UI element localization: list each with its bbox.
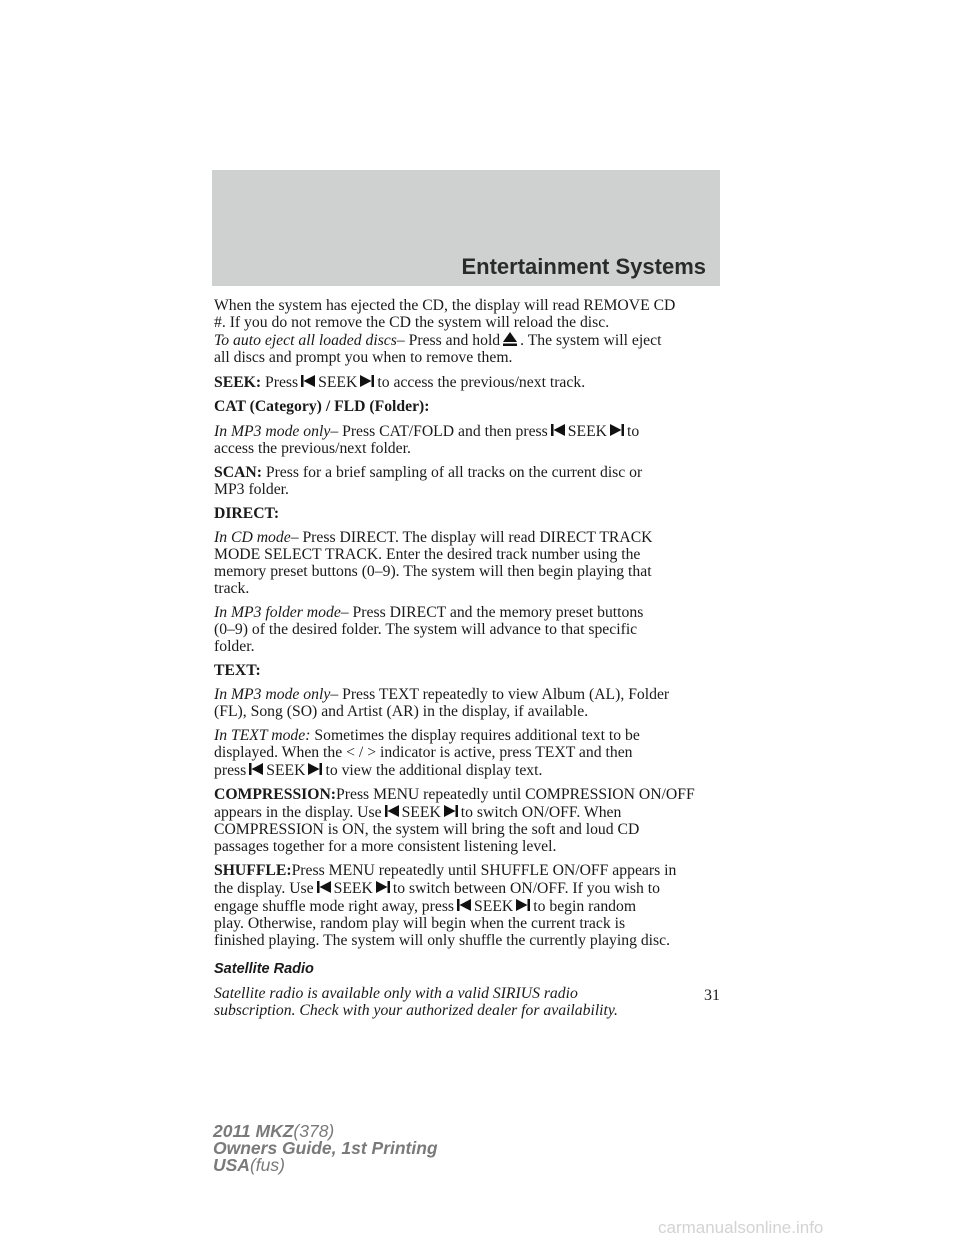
seek-previous-icon: [456, 897, 472, 913]
seek-label: SEEK:: [214, 374, 262, 391]
compression-text: appears in the display. Use: [214, 804, 382, 821]
eject-icon: [502, 331, 518, 347]
text-mode-text: Sometimes the display requires additional text to be: [310, 727, 640, 744]
cat-paragraph: [214, 422, 720, 457]
text-heading: TEXT:: [214, 662, 261, 679]
shuffle-line: play. Otherwise, random play will begin when the current track is: [214, 915, 626, 932]
shuffle-line: [214, 897, 720, 915]
shuffle-text: to switch between ON/OFF. If you wish to: [392, 880, 660, 897]
text-mode-text: to view the additional display text.: [325, 762, 543, 779]
direct-mp3-line: [214, 604, 720, 621]
auto-eject-line: all discs and prompt you when to remove them.: [214, 349, 513, 366]
watermark: carmanualsonline.info: [658, 1218, 824, 1237]
scan-paragraph: [214, 464, 720, 498]
direct-cd-lead: In CD mode: [214, 529, 291, 546]
seek-text: to access the previous/next track.: [377, 374, 586, 391]
compression-line: [214, 786, 720, 803]
satellite-paragraph: [214, 985, 720, 1019]
cat-lead: In MP3 mode only: [214, 423, 331, 440]
shuffle-text: engage shuffle mode right away, press: [214, 898, 455, 915]
direct-mp3-text: – Press DIRECT and the memory preset buttons: [340, 604, 644, 621]
satellite-heading: Satellite Radio: [214, 961, 314, 977]
auto-eject-text: – Press and hold: [396, 332, 501, 349]
direct-heading: DIRECT:: [214, 505, 280, 522]
seek-next-icon: [307, 761, 323, 777]
seek-next-icon: [375, 879, 391, 895]
seek-previous-icon: [316, 879, 332, 895]
text-mode-text: press: [214, 762, 247, 779]
print-footer: [213, 1123, 438, 1174]
direct-mp3-paragraph: [214, 604, 720, 655]
seek-next-icon: [609, 422, 625, 438]
shuffle-line: finished playing. The system will only shuffle the currently playing disc.: [214, 932, 671, 949]
seek-word: SEEK: [474, 898, 514, 915]
compression-paragraph: [214, 786, 720, 855]
eject-paragraph: [214, 297, 720, 366]
footer-code: (378): [293, 1121, 335, 1141]
direct-mp3-line: (0–9) of the desired folder. The system will advance to that specific: [214, 621, 638, 638]
scan-text: Press for a brief sampling of all tracks on the current disc or: [265, 464, 643, 481]
text-mp3-lead: In MP3 mode only: [214, 686, 331, 703]
footer-market-code: (fus): [249, 1155, 285, 1175]
satellite-line: subscription. Check with your authorized dealer for availability.: [214, 1002, 618, 1019]
direct-cd-line: [214, 529, 720, 546]
auto-eject-text: . The system will eject: [520, 332, 662, 349]
shuffle-label: SHUFFLE:: [214, 862, 292, 879]
scan-line: MP3 folder.: [214, 481, 289, 498]
eject-line: #. If you do not remove the CD the system will reload the disc.: [214, 314, 610, 331]
direct-cd-line: memory preset buttons (0–9). The system will then begin playing that: [214, 563, 652, 580]
footer-model: 2011 MKZ: [213, 1121, 294, 1141]
shuffle-line: [214, 862, 720, 879]
eject-line: When the system has ejected the CD, the display will read REMOVE CD: [214, 297, 676, 314]
text-mp3-line: [214, 686, 720, 703]
satellite-line: Satellite radio is available only with a valid SIRIUS radio: [214, 985, 578, 1002]
seek-previous-icon: [248, 761, 264, 777]
direct-mp3-line: folder.: [214, 638, 255, 655]
text-mode-line: displayed. When the < / > indicator is active, press TEXT and then: [214, 744, 633, 761]
compression-line: passages together for a more consistent listening level.: [214, 838, 557, 855]
seek-text: Press: [265, 374, 299, 391]
seek-word: SEEK: [333, 880, 373, 897]
text-mode-lead: In TEXT mode:: [214, 727, 311, 744]
shuffle-line: [214, 879, 720, 897]
seek-paragraph: [214, 373, 720, 391]
footer-market: USA: [213, 1155, 250, 1175]
direct-cd-paragraph: [214, 529, 720, 597]
cat-text: to: [626, 423, 640, 440]
seek-word: SEEK: [567, 423, 607, 440]
compression-text: to switch ON/OFF. When: [460, 804, 622, 821]
auto-eject-lead: To auto eject all loaded discs: [214, 332, 397, 349]
direct-cd-line: track.: [214, 580, 250, 597]
seek-word: SEEK: [266, 762, 306, 779]
cat-line: [214, 422, 720, 440]
section-title: Entertainment Systems: [461, 254, 706, 279]
text-mp3-text: – Press TEXT repeatedly to view Album (AL), Folder: [330, 686, 670, 703]
cat-heading: CAT (Category) / FLD (Folder):: [214, 398, 430, 415]
text-mode-line: [214, 761, 720, 779]
shuffle-text: to begin random: [533, 898, 637, 915]
direct-mp3-lead: In MP3 folder mode: [214, 604, 341, 621]
compression-line: [214, 803, 720, 821]
direct-cd-line: MODE SELECT TRACK. Enter the desired track number using the: [214, 546, 641, 563]
direct-cd-text: – Press DIRECT. The display will read DIRECT TRACK: [290, 529, 653, 546]
text-mode-line: [214, 727, 720, 744]
scan-line: [214, 464, 720, 481]
text-mode-paragraph: [214, 727, 720, 779]
seek-previous-icon: [550, 422, 566, 438]
shuffle-paragraph: [214, 862, 720, 949]
page-number: 31: [704, 987, 720, 1004]
footer-line: Owners Guide, 1st Printing: [213, 1138, 438, 1158]
compression-line: COMPRESSION is ON, the system will bring the soft and loud CD: [214, 821, 640, 838]
footer-line: [213, 1157, 438, 1174]
seek-word: SEEK: [401, 804, 441, 821]
shuffle-text: the display. Use: [214, 880, 314, 897]
compression-text: Press MENU repeatedly until COMPRESSION ON/OFF: [336, 786, 695, 803]
seek-previous-icon: [384, 803, 400, 819]
section-header-band: [212, 170, 720, 286]
seek-word: SEEK: [318, 374, 358, 391]
shuffle-text: Press MENU repeatedly until SHUFFLE ON/OFF appears in: [291, 862, 677, 879]
compression-label: COMPRESSION:: [214, 786, 337, 803]
text-mp3-paragraph: [214, 686, 720, 720]
cat-text: – Press CAT/FOLD and then press: [330, 423, 548, 440]
seek-previous-icon: [300, 373, 316, 389]
seek-next-icon: [443, 803, 459, 819]
page-content: [214, 297, 720, 1026]
seek-next-icon: [515, 897, 531, 913]
text-mp3-line: (FL), Song (SO) and Artist (AR) in the display, if available.: [214, 703, 589, 720]
seek-next-icon: [359, 373, 375, 389]
auto-eject-line: [214, 331, 720, 349]
scan-label: SCAN:: [214, 464, 262, 481]
cat-line: access the previous/next folder.: [214, 440, 411, 457]
